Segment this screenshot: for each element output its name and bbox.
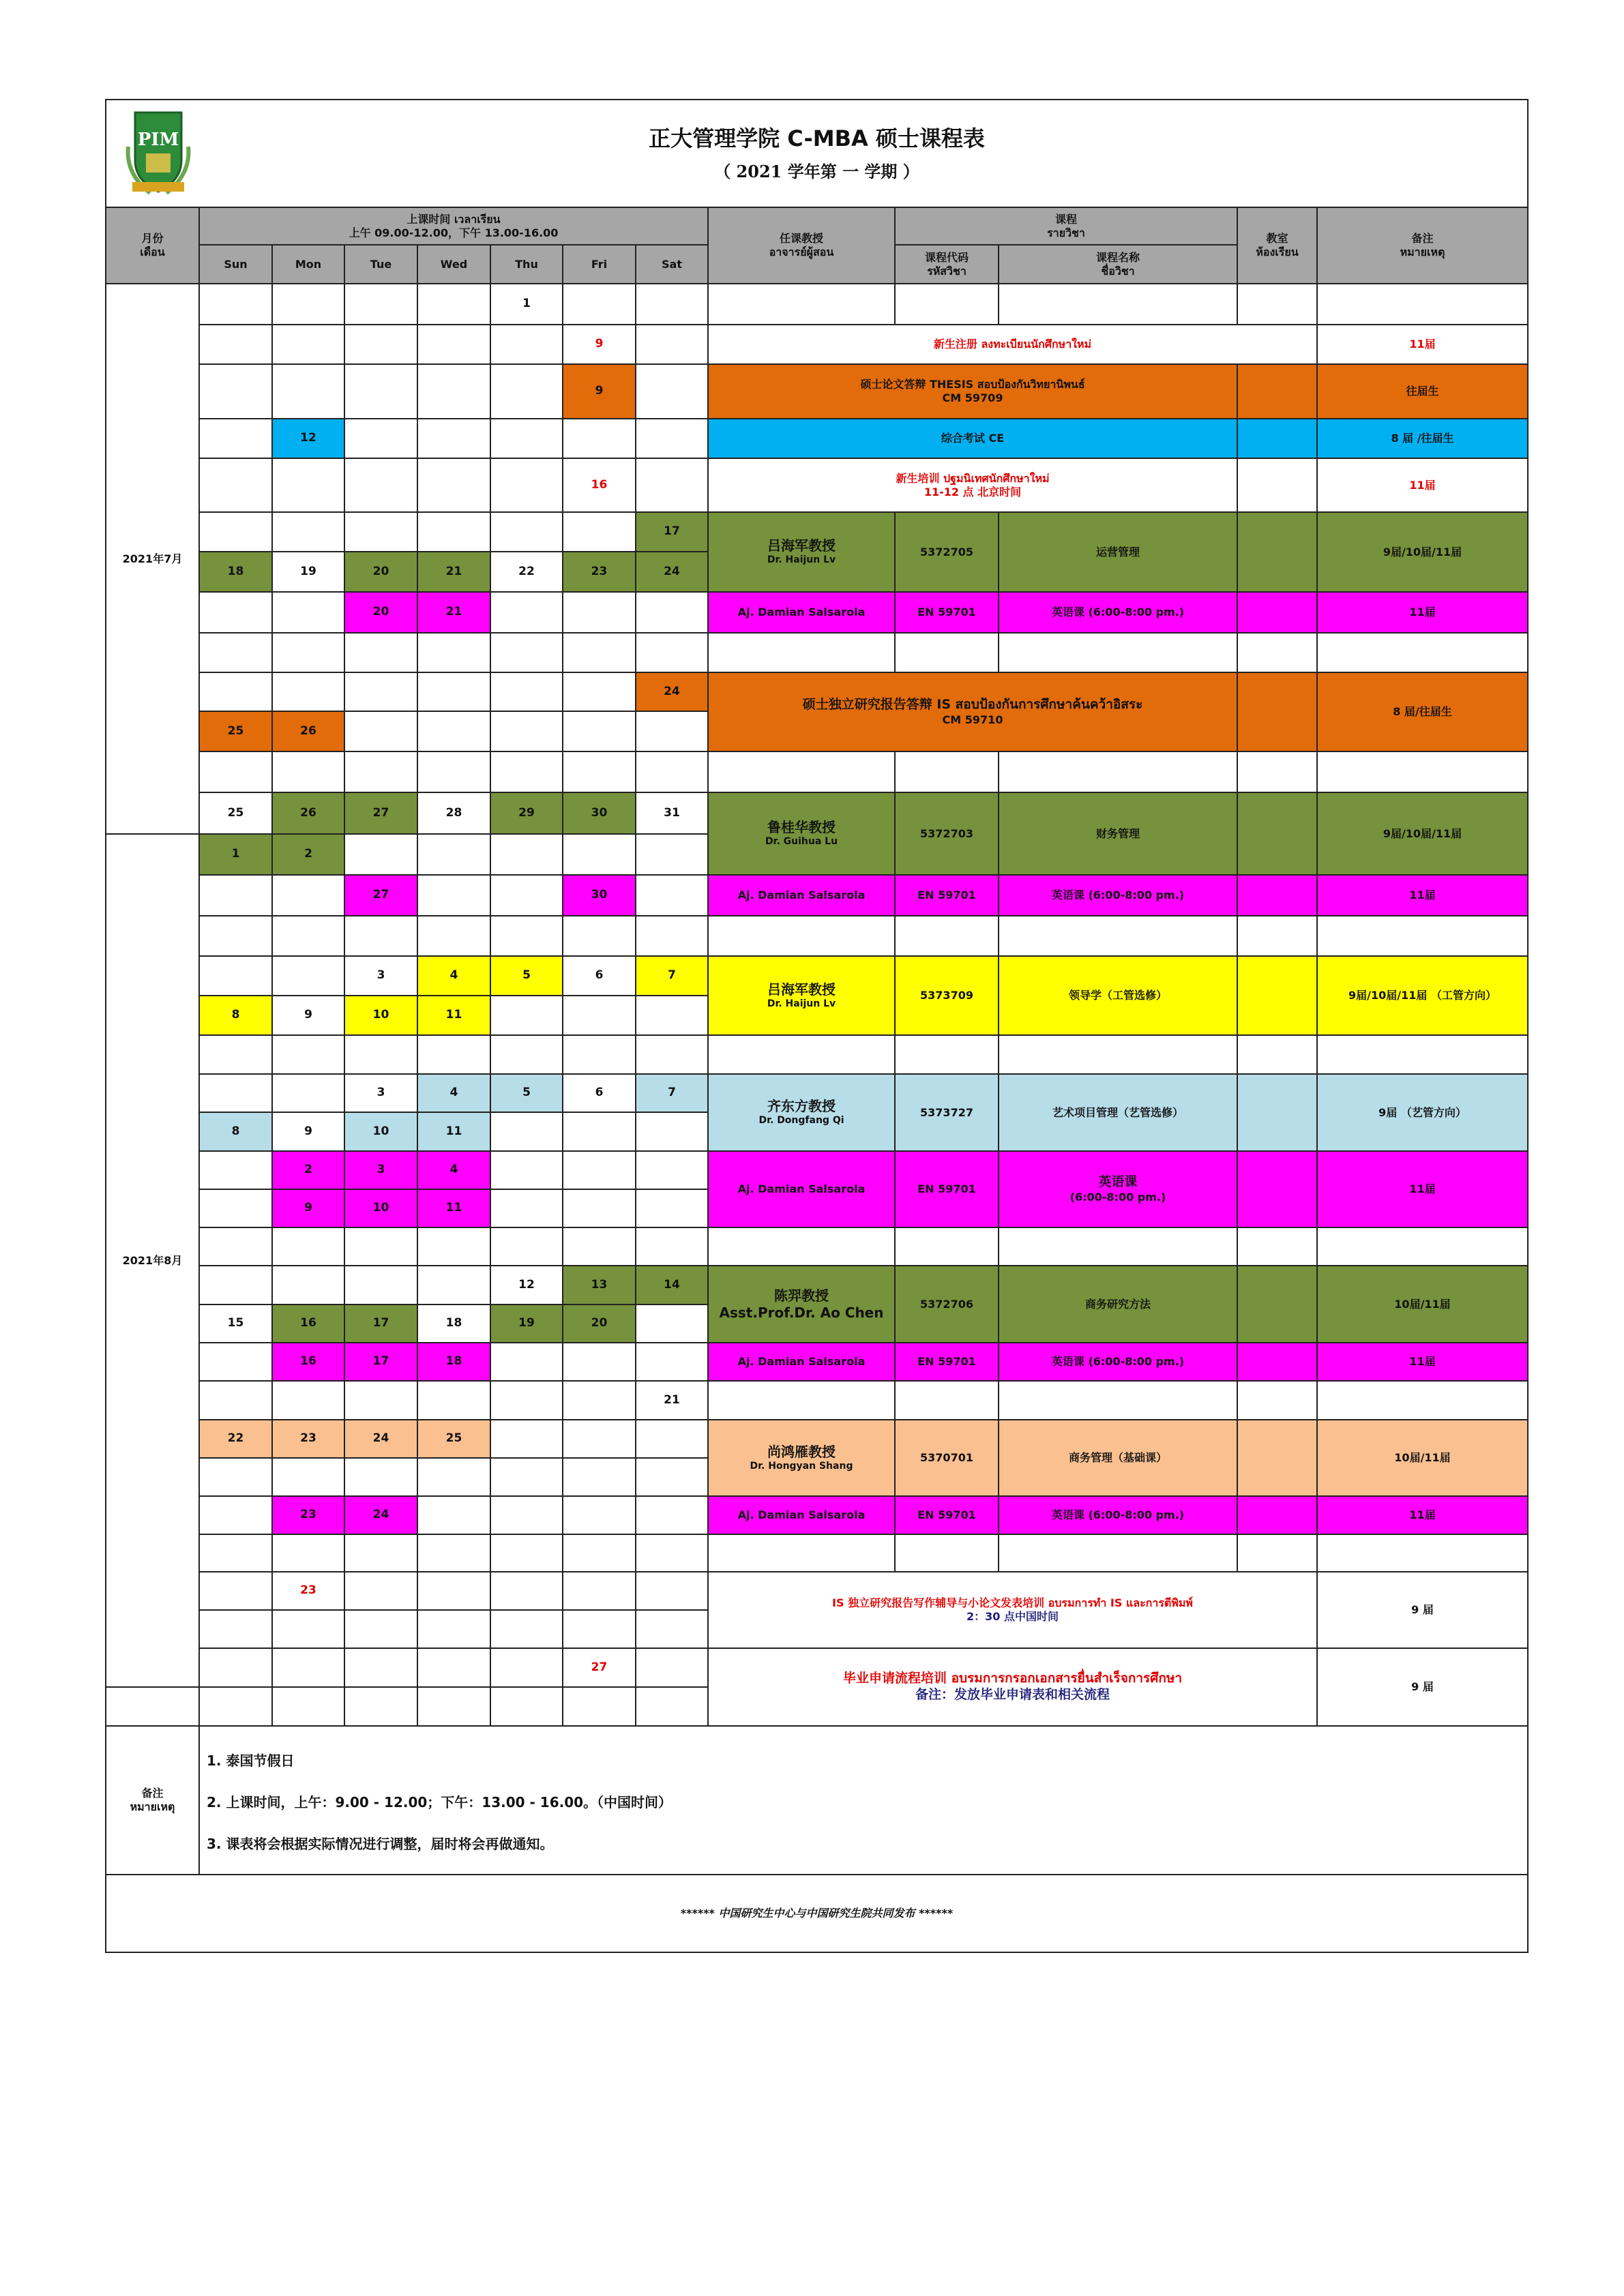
day-cell: 19 bbox=[272, 552, 344, 592]
teacher-cell: Aj. Damian Salsarola bbox=[708, 1496, 895, 1534]
day-cell: 22 bbox=[490, 552, 563, 592]
course-code: 5370701 bbox=[895, 1420, 999, 1496]
day-cell: 12 bbox=[272, 419, 344, 458]
day-cell: 20 bbox=[344, 552, 417, 592]
course-schedule-table bbox=[105, 99, 1529, 1953]
day-cell: 12 bbox=[490, 1266, 563, 1304]
day-cell: 3 bbox=[344, 1151, 417, 1189]
course-code: 5372703 bbox=[895, 792, 999, 875]
day-header-sun: Sun bbox=[199, 245, 272, 284]
day-cell: 30 bbox=[563, 875, 636, 916]
room-cell bbox=[1237, 1420, 1317, 1496]
day-header-mon: Mon bbox=[272, 245, 344, 284]
day-cell: 16 bbox=[563, 458, 636, 512]
course-code: 5372705 bbox=[895, 512, 999, 592]
day-cell: 1 bbox=[199, 834, 272, 875]
day-cell: 6 bbox=[563, 1074, 636, 1112]
day-cell: 18 bbox=[417, 1304, 490, 1343]
day-cell: 7 bbox=[636, 956, 708, 996]
course-name: 英语课 (6:00-8:00 pm.) bbox=[999, 1496, 1237, 1534]
course-remark: 9届/10届/11届 （工管方向） bbox=[1317, 956, 1528, 1035]
room-cell bbox=[1237, 672, 1317, 751]
teacher-cell: 陈羿教授 Asst.Prof.Dr. Ao Chen bbox=[708, 1266, 895, 1343]
course-code: EN 59701 bbox=[895, 1343, 999, 1381]
day-cell: 20 bbox=[563, 1304, 636, 1343]
room-cell bbox=[1237, 956, 1317, 1035]
time-header: 上课时间 เวลาเรียน 上午 09.00-12.00，下午 13.00-16.00 bbox=[199, 207, 708, 245]
title-cell bbox=[106, 100, 1528, 207]
course-remark: 9届 （艺管方向） bbox=[1317, 1074, 1528, 1151]
day-cell: 21 bbox=[636, 1381, 708, 1420]
day-cell: 3 bbox=[344, 1074, 417, 1112]
course-code: 5372706 bbox=[895, 1266, 999, 1343]
day-cell: 24 bbox=[344, 1420, 417, 1458]
day-cell: 11 bbox=[417, 1112, 490, 1151]
day-cell: 3 bbox=[344, 956, 417, 996]
day-cell: 27 bbox=[344, 792, 417, 834]
room-cell bbox=[1237, 1343, 1317, 1381]
course-name: 商务管理（基础课） bbox=[999, 1420, 1237, 1496]
day-cell: 25 bbox=[199, 792, 272, 834]
notes-label: 备注 หมายเหตุ bbox=[106, 1726, 199, 1875]
day-cell: 4 bbox=[417, 1151, 490, 1189]
remark-header: 备注 หมายเหตุ bbox=[1317, 207, 1528, 284]
day-cell: 9 bbox=[563, 325, 636, 364]
course-header: 课程 รายวิชา bbox=[895, 207, 1237, 245]
day-cell: 17 bbox=[636, 512, 708, 552]
day-cell: 11 bbox=[417, 1189, 490, 1227]
day-cell: 25 bbox=[417, 1420, 490, 1458]
day-header-tue: Tue bbox=[344, 245, 417, 284]
room-cell bbox=[1237, 1266, 1317, 1343]
course-name: 商务研究方法 bbox=[999, 1266, 1237, 1343]
day-cell: 14 bbox=[636, 1266, 708, 1304]
course-code: EN 59701 bbox=[895, 1496, 999, 1534]
day-cell: 23 bbox=[272, 1572, 344, 1610]
remark-thesis: 往届生 bbox=[1317, 364, 1528, 419]
course-code: EN 59701 bbox=[895, 1151, 999, 1227]
course-code: 5373709 bbox=[895, 956, 999, 1035]
course-code: EN 59701 bbox=[895, 592, 999, 633]
course-code: EN 59701 bbox=[895, 875, 999, 916]
day-cell: 10 bbox=[344, 996, 417, 1035]
event-is-defense: 硕士独立研究报告答辩 IS สอบป้องกันการศึกษาค้นคว้าอิสระ CM 59710 bbox=[708, 672, 1237, 751]
teacher-cell: Aj. Damian Salsarola bbox=[708, 1151, 895, 1227]
course-remark: 11届 bbox=[1317, 592, 1528, 633]
remark-orientation: 11届 bbox=[1317, 458, 1528, 512]
day-cell: 4 bbox=[417, 956, 490, 996]
day-cell: 27 bbox=[563, 1648, 636, 1687]
pim-logo-icon bbox=[123, 106, 194, 198]
day-cell: 19 bbox=[490, 1304, 563, 1343]
day-cell: 24 bbox=[636, 672, 708, 711]
cname-header: 课程名称 ชื่อวิชา bbox=[999, 245, 1237, 284]
day-cell: 18 bbox=[199, 552, 272, 592]
room-cell bbox=[1237, 419, 1317, 458]
day-cell: 28 bbox=[417, 792, 490, 834]
teacher-cell: 吕海军教授 Dr. Haijun Lv bbox=[708, 512, 895, 592]
day-cell: 2 bbox=[272, 1151, 344, 1189]
remark-is-defense: 8 届/往届生 bbox=[1317, 672, 1528, 751]
day-cell: 9 bbox=[272, 1189, 344, 1227]
day-cell: 30 bbox=[563, 792, 636, 834]
note-item: 2. 上课时间，上午：9.00 - 12.00；下午：13.00 - 16.00。（中国时间） bbox=[207, 1794, 673, 1810]
day-cell: 20 bbox=[344, 592, 417, 633]
course-name: 英语课 (6:00-8:00 pm.) bbox=[999, 875, 1237, 916]
room-cell bbox=[1237, 512, 1317, 592]
course-name: 财务管理 bbox=[999, 792, 1237, 875]
day-cell: 26 bbox=[272, 711, 344, 751]
course-remark: 9届/10届/11届 bbox=[1317, 792, 1528, 875]
page-title: 正大管理学院 C-MBA 硕士课程表 bbox=[649, 125, 985, 151]
day-cell: 8 bbox=[199, 1112, 272, 1151]
semester-label: （ 2021 学年第 一 学期 ） bbox=[714, 162, 919, 181]
teacher-cell: Aj. Damian Salsarola bbox=[708, 875, 895, 916]
event-is-training: IS 独立研究报告写作辅导与小论文发表培训 อบรมการทำ IS และการตีพิมพ์ 2：30 点中国时间 bbox=[708, 1572, 1317, 1648]
day-cell: 4 bbox=[417, 1074, 490, 1112]
day-cell: 18 bbox=[417, 1343, 490, 1381]
footer-text: ****** 中国研究生中心与中国研究生院共同发布 ****** bbox=[106, 1875, 1528, 1952]
remark-is-training: 9 届 bbox=[1317, 1572, 1528, 1648]
course-remark: 11届 bbox=[1317, 1151, 1528, 1227]
event-orientation: 新生培训 ปฐมนิเทศนักศึกษาใหม่ 11-12 点 北京时间 bbox=[708, 458, 1237, 512]
day-cell: 5 bbox=[490, 956, 563, 996]
day-cell: 21 bbox=[417, 592, 490, 633]
room-header: 教室 ห้องเรียน bbox=[1237, 207, 1317, 284]
teacher-header: 任课教授 อาจารย์ผู้สอน bbox=[708, 207, 895, 284]
day-header-fri: Fri bbox=[563, 245, 636, 284]
day-cell: 8 bbox=[199, 996, 272, 1035]
month-july: 2021年7月 bbox=[106, 284, 199, 834]
room-cell bbox=[1237, 792, 1317, 875]
room-cell bbox=[1237, 1074, 1317, 1151]
day-cell: 16 bbox=[272, 1343, 344, 1381]
course-name: 英语课 (6:00-8:00 pm.) bbox=[999, 592, 1237, 633]
day-cell: 22 bbox=[199, 1420, 272, 1458]
course-code: 5373727 bbox=[895, 1074, 999, 1151]
course-remark: 11届 bbox=[1317, 1496, 1528, 1534]
room-cell bbox=[1237, 875, 1317, 916]
day-cell: 26 bbox=[272, 792, 344, 834]
code-header: 课程代码 รหัสวิชา bbox=[895, 245, 999, 284]
course-remark: 10届/11届 bbox=[1317, 1420, 1528, 1496]
event-ce: 综合考试 CE bbox=[708, 419, 1237, 458]
teacher-cell: 吕海军教授 Dr. Haijun Lv bbox=[708, 956, 895, 1035]
day-cell: 29 bbox=[490, 792, 563, 834]
day-cell: 23 bbox=[272, 1496, 344, 1534]
course-remark: 11届 bbox=[1317, 1343, 1528, 1381]
remark-graduation: 9 届 bbox=[1317, 1648, 1528, 1726]
day-cell: 1 bbox=[490, 284, 563, 325]
day-header-thu: Thu bbox=[490, 245, 563, 284]
day-header-sat: Sat bbox=[636, 245, 708, 284]
day-cell: 27 bbox=[344, 875, 417, 916]
teacher-cell: Aj. Damian Salsarola bbox=[708, 592, 895, 633]
day-cell: 17 bbox=[344, 1343, 417, 1381]
day-cell: 16 bbox=[272, 1304, 344, 1343]
day-cell: 10 bbox=[344, 1189, 417, 1227]
remark-ce: 8 届 /往届生 bbox=[1317, 419, 1528, 458]
day-cell: 25 bbox=[199, 711, 272, 751]
day-cell: 9 bbox=[272, 996, 344, 1035]
day-cell: 24 bbox=[636, 552, 708, 592]
course-remark: 9届/10届/11届 bbox=[1317, 512, 1528, 592]
logo-text: PIM bbox=[137, 130, 179, 150]
course-remark: 11届 bbox=[1317, 875, 1528, 916]
remark-registration: 11届 bbox=[1317, 325, 1528, 364]
day-cell: 2 bbox=[272, 834, 344, 875]
room-cell bbox=[1237, 592, 1317, 633]
day-cell: 15 bbox=[199, 1304, 272, 1343]
room-cell bbox=[1237, 364, 1317, 419]
note-item: 1. 泰国节假日 bbox=[207, 1753, 295, 1769]
notes-cell bbox=[199, 1726, 1528, 1875]
teacher-cell: 鲁桂华教授 Dr. Guihua Lu bbox=[708, 792, 895, 875]
day-cell: 24 bbox=[344, 1496, 417, 1534]
month-header: 月份 เดือน bbox=[106, 207, 199, 284]
day-cell: 13 bbox=[563, 1266, 636, 1304]
event-thesis: 硕士论文答辩 THESIS สอบป้องกันวิทยานิพนธ์ CM 59709 bbox=[708, 364, 1237, 419]
room-cell bbox=[1237, 1496, 1317, 1534]
event-graduation: 毕业申请流程培训 อบรมการกรอกเอกสารยื่นสำเร็จการศึกษา 备注：发放毕业申请表和相关流程 bbox=[708, 1648, 1317, 1726]
course-name: 艺术项目管理（艺管选修） bbox=[999, 1074, 1237, 1151]
course-name: 领导学（工管选修） bbox=[999, 956, 1237, 1035]
course-name: 运营管理 bbox=[999, 512, 1237, 592]
day-cell: 7 bbox=[636, 1074, 708, 1112]
note-item: 3. 课表将会根据实际情况进行调整，届时将会再做通知。 bbox=[207, 1836, 554, 1852]
event-registration: 新生注册 ลงทะเบียนนักศึกษาใหม่ bbox=[708, 325, 1317, 364]
room-cell bbox=[1237, 1151, 1317, 1227]
day-cell: 9 bbox=[563, 364, 636, 419]
day-cell: 31 bbox=[636, 792, 708, 834]
month-august: 2021年8月 bbox=[106, 834, 199, 1687]
teacher-cell: Aj. Damian Salsarola bbox=[708, 1343, 895, 1381]
day-cell: 5 bbox=[490, 1074, 563, 1112]
course-name: 英语课 (6:00-8:00 pm.) bbox=[999, 1151, 1237, 1227]
day-cell: 11 bbox=[417, 996, 490, 1035]
day-cell: 10 bbox=[344, 1112, 417, 1151]
day-header-wed: Wed bbox=[417, 245, 490, 284]
day-cell: 23 bbox=[272, 1420, 344, 1458]
day-cell: 21 bbox=[417, 552, 490, 592]
teacher-cell: 齐东方教授 Dr. Dongfang Qi bbox=[708, 1074, 895, 1151]
day-cell: 17 bbox=[344, 1304, 417, 1343]
course-remark: 10届/11届 bbox=[1317, 1266, 1528, 1343]
course-name: 英语课 (6:00-8:00 pm.) bbox=[999, 1343, 1237, 1381]
day-cell: 9 bbox=[272, 1112, 344, 1151]
day-cell: 6 bbox=[563, 956, 636, 996]
day-cell: 23 bbox=[563, 552, 636, 592]
teacher-cell: 尚鸿雁教授 Dr. Hongyan Shang bbox=[708, 1420, 895, 1496]
